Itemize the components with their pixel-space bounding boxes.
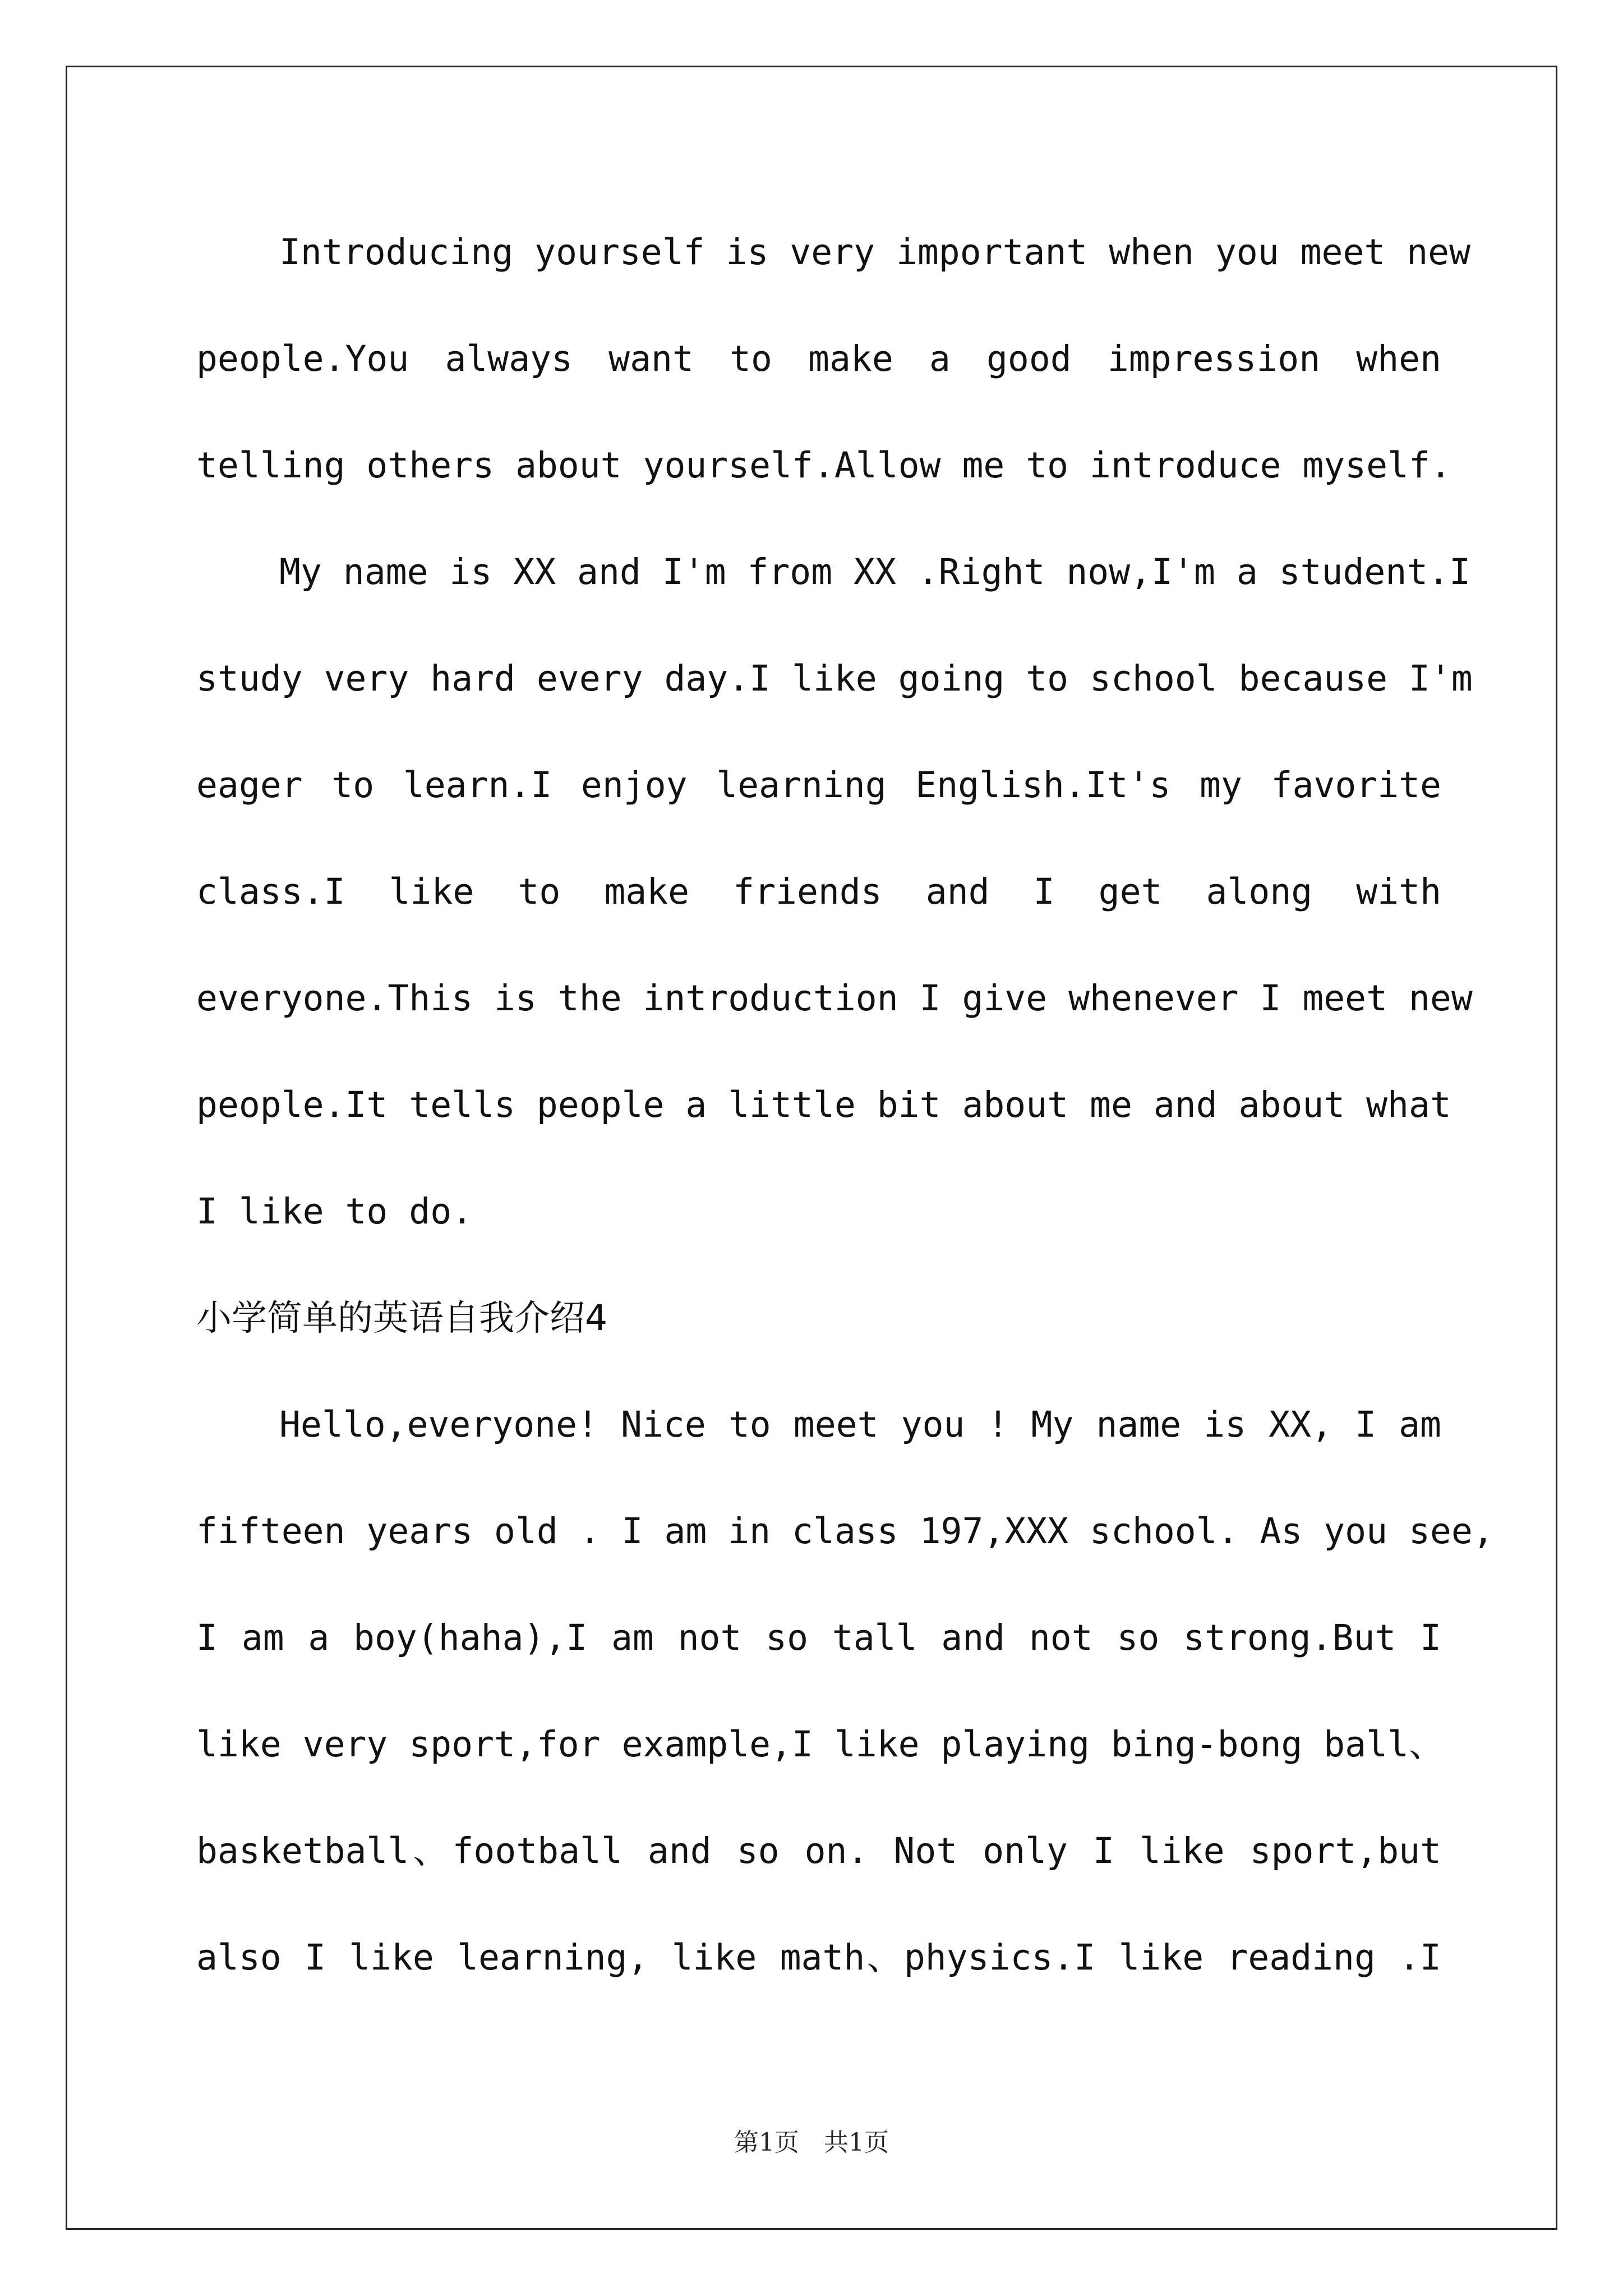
page-border: [66, 66, 1557, 2230]
paragraph-3-line: I am a boy(haha),I am not so tall and not so strong.But I: [196, 1617, 1441, 1658]
paragraph-2-line: everyone.This is the introduction I give whenever I meet new: [196, 978, 1473, 1019]
paragraph-3-line: also I like learning, like math、physics.I like reading .I: [196, 1937, 1441, 1978]
paragraph-3-line: like very sport,for example,I like playing bing-bong ball、: [196, 1724, 1444, 1765]
paragraph-2-line: My name is XX and I'm from XX .Right now,I'm a student.I: [279, 551, 1471, 592]
paragraph-2-line: people.It tells people a little bit about me and about what: [196, 1084, 1451, 1125]
paragraph-2-line: study very hard every day.I like going to school because I'm: [196, 658, 1473, 699]
paragraph-2-line: I like to do.: [196, 1191, 473, 1232]
paragraph-2-line: class.I like to make friends and I get along with: [196, 871, 1441, 912]
page-number-footer: 第1页 共1页: [734, 2128, 889, 2157]
paragraph-1-line: people.You always want to make a good impression when: [196, 338, 1441, 379]
paragraph-2-line: eager to learn.I enjoy learning English.It's my favorite: [196, 765, 1441, 806]
section-heading: 小学简单的英语自我介绍4: [196, 1297, 608, 1338]
paragraph-3-line: basketball、football and so on. Not only I like sport,but: [196, 1830, 1441, 1871]
paragraph-1-line: telling others about yourself.Allow me to introduce myself.: [196, 445, 1451, 486]
paragraph-3-line: Hello,everyone! Nice to meet you ! My name is XX, I am: [279, 1404, 1441, 1445]
paragraph-1-line: Introducing yourself is very important when you meet new: [279, 232, 1471, 273]
paragraph-3-line: fifteen years old . I am in class 197,XXX school. As you see,: [196, 1511, 1494, 1552]
